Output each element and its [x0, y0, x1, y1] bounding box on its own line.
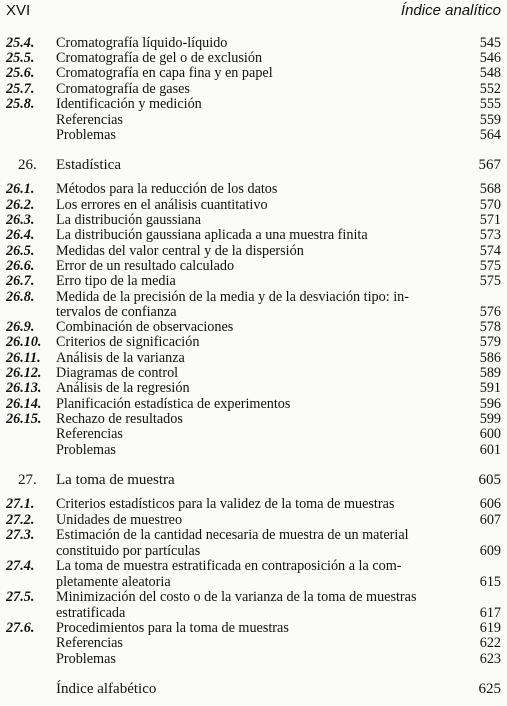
- entry-page: 576: [479, 304, 501, 320]
- entry-title: Rechazo de resultados: [56, 411, 183, 427]
- entry-page: 607: [479, 512, 501, 528]
- entry-title: La distribución gaussiana aplicada a una muestra finita: [56, 227, 368, 243]
- entry-page: 567: [478, 157, 501, 173]
- entry-number: 27.: [18, 472, 37, 488]
- entry-number: 25.4.: [6, 35, 35, 51]
- entry-number: 27.2.: [6, 512, 35, 528]
- entry-number: 26.15.: [6, 411, 42, 427]
- entry-number: 26.6.: [6, 258, 35, 274]
- entry-number: 26.13.: [6, 380, 42, 396]
- entry-page: 591: [479, 380, 501, 396]
- entry-page: 615: [479, 574, 501, 590]
- entry-title: Planificación estadística de experimentos: [56, 396, 291, 412]
- entry-title: Análisis de la regresión: [56, 380, 190, 396]
- entry-page: 575: [479, 273, 501, 289]
- entry-number: 26.10.: [6, 334, 42, 350]
- entry-number: 27.1.: [6, 496, 35, 512]
- entry-title: Erro tipo de la media: [56, 273, 176, 289]
- entry-number: 27.5.: [6, 589, 35, 605]
- entry-title: tervalos de confianza: [56, 304, 177, 320]
- entry-page: 548: [479, 65, 501, 81]
- entry-title: Cromatografía en capa fina y en papel: [56, 65, 273, 81]
- entry-title: Problemas: [56, 442, 116, 458]
- entry-page: 625: [478, 681, 501, 697]
- entry-title: La toma de muestra estratificada en contraposición a la com-: [56, 558, 402, 574]
- entry-page: 570: [479, 197, 501, 213]
- entry-number: 26.1.: [6, 181, 35, 197]
- entry-page: 586: [479, 350, 501, 366]
- entry-title: Los errores en el análisis cuantitativo: [56, 197, 268, 213]
- entry-number: 26.9.: [6, 319, 35, 335]
- entry-number: 26.4.: [6, 227, 35, 243]
- entry-title: pletamente aleatoria: [56, 574, 171, 590]
- running-header: [6, 2, 501, 22]
- entry-page: 564: [479, 127, 501, 143]
- entry-page: 606: [479, 496, 501, 512]
- entry-title: La toma de muestra: [56, 472, 175, 488]
- entry-page: 599: [479, 411, 501, 427]
- running-title: Índice analítico: [400, 2, 501, 19]
- page-number-roman: XVI: [6, 2, 31, 19]
- entry-number: 26.8.: [6, 289, 35, 305]
- entry-title: Referencias: [56, 635, 123, 651]
- entry-title: Índice alfabético: [56, 681, 157, 697]
- entry-title: Medida de la precisión de la media y de la desviación tipo: in-: [56, 289, 409, 305]
- entry-page: 622: [479, 635, 501, 651]
- entry-number: 26.14.: [6, 396, 42, 412]
- entry-page: 579: [479, 334, 501, 350]
- entry-number: 25.7.: [6, 81, 35, 97]
- entry-number: 26.: [18, 157, 37, 173]
- entry-page: 546: [479, 50, 501, 66]
- entry-page: 545: [479, 35, 501, 51]
- entry-title: Error de un resultado calculado: [56, 258, 235, 274]
- entry-page: 559: [479, 112, 501, 128]
- entry-page: 600: [479, 426, 501, 442]
- entry-number: 26.3.: [6, 212, 35, 228]
- entry-title: Minimización del costo o de la varianza de la toma de muestras: [56, 589, 417, 605]
- entry-page: 552: [479, 81, 501, 97]
- entry-title: Estadística: [56, 157, 121, 173]
- entry-number: 26.2.: [6, 197, 35, 213]
- entry-number: 25.5.: [6, 50, 35, 66]
- entry-page: 573: [479, 227, 501, 243]
- entry-title: Problemas: [56, 651, 116, 667]
- entry-number: 27.6.: [6, 620, 35, 636]
- entry-title: Problemas: [56, 127, 116, 143]
- entry-title: Identificación y medición: [56, 96, 202, 112]
- entry-page: 589: [479, 365, 501, 381]
- entry-number: 27.4.: [6, 558, 35, 574]
- entry-page: 617: [479, 605, 501, 621]
- entry-title: estratificada: [56, 605, 126, 621]
- entry-page: 601: [479, 442, 501, 458]
- entry-title: Combinación de observaciones: [56, 319, 234, 335]
- entry-number: 27.3.: [6, 527, 35, 543]
- entry-title: Cromatografía de gases: [56, 81, 190, 97]
- entry-page: 568: [479, 181, 501, 197]
- entry-page: 623: [479, 651, 501, 667]
- entry-title: La distribución gaussiana: [56, 212, 201, 228]
- entry-title: Criterios estadísticos para la validez de la toma de muestras: [56, 496, 395, 512]
- entry-title: Cromatografía líquido-líquido: [56, 35, 228, 51]
- entry-page: 574: [479, 243, 501, 259]
- entry-title: Medidas del valor central y de la dispersión: [56, 243, 304, 259]
- entry-title: Análisis de la varianza: [56, 350, 185, 366]
- entry-number: 26.5.: [6, 243, 35, 259]
- entry-title: Diagramas de control: [56, 365, 179, 381]
- entry-title: constituido por partículas: [56, 543, 201, 559]
- entry-page: 605: [478, 472, 501, 488]
- entry-title: Métodos para la reducción de los datos: [56, 181, 278, 197]
- entry-page: 596: [479, 396, 501, 412]
- entry-number: 25.8.: [6, 96, 35, 112]
- entry-title: Procedimientos para la toma de muestras: [56, 620, 289, 636]
- entry-page: 555: [479, 96, 501, 112]
- entry-title: Estimación de la cantidad necesaria de muestra de un material: [56, 527, 409, 543]
- entry-number: 25.6.: [6, 65, 35, 81]
- entry-number: 26.12.: [6, 365, 42, 381]
- entry-page: 575: [479, 258, 501, 274]
- entry-page: 578: [479, 319, 501, 335]
- entry-page: 619: [479, 620, 501, 636]
- entry-number: 26.7.: [6, 273, 35, 289]
- entry-title: Referencias: [56, 112, 123, 128]
- entry-page: 609: [479, 543, 501, 559]
- entry-number: 26.11.: [6, 350, 41, 366]
- entry-title: Criterios de significación: [56, 334, 200, 350]
- entry-title: Referencias: [56, 426, 123, 442]
- entry-title: Unidades de muestreo: [56, 512, 183, 528]
- entry-title: Cromatografía de gel o de exclusión: [56, 50, 263, 66]
- entry-page: 571: [479, 212, 501, 228]
